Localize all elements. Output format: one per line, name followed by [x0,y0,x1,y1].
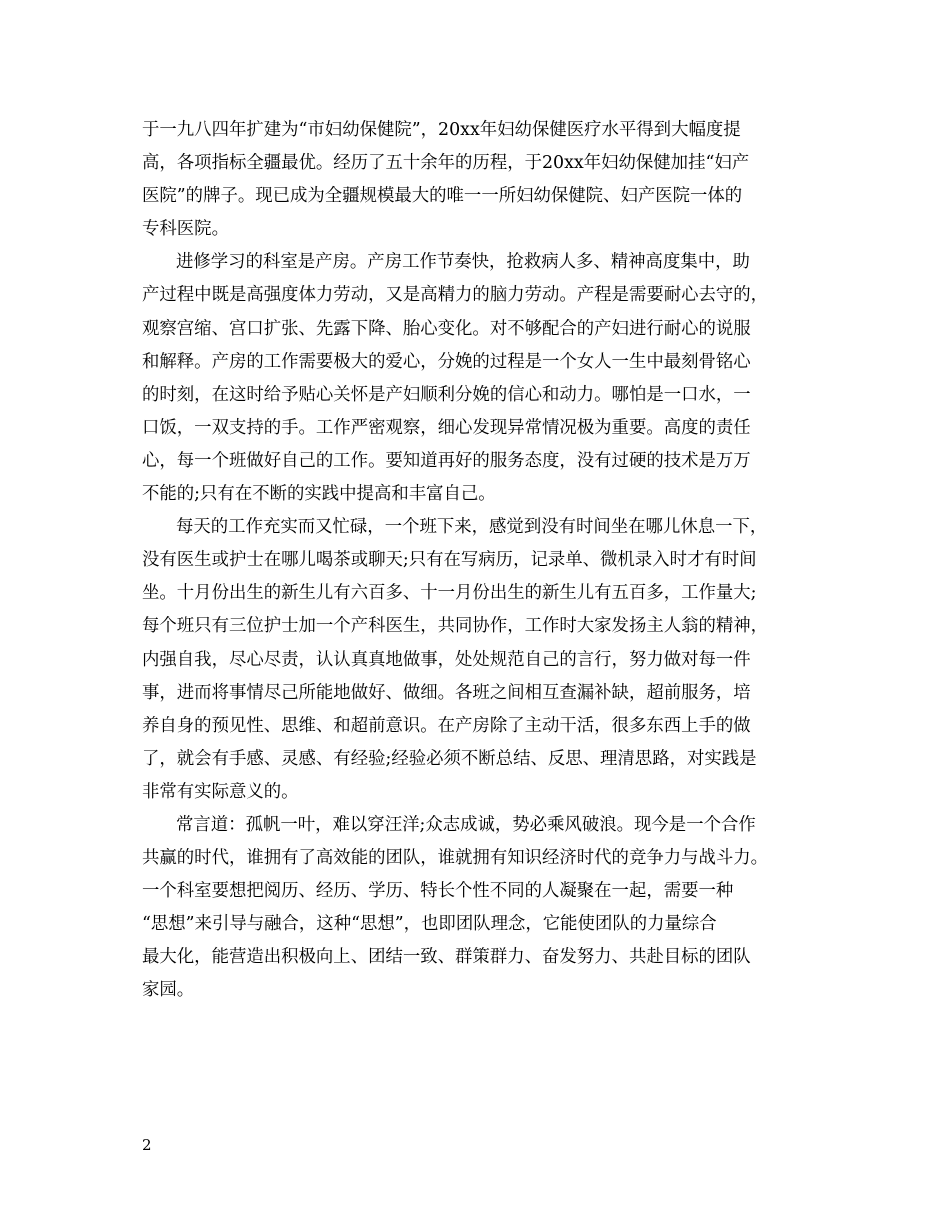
paragraph-2-line-1: 进修学习的科室是产房。产房工作节奏快，抢救病人多、精神高度集中，助 [176,252,750,273]
paragraph-2-line-7: 心，每一个班做好自己的工作。要知道再好的服务态度，没有过硬的技术是万万 [142,450,751,471]
paragraph-2-line-6: 口饭，一双支持的手。工作严密观察，细心发现异常情况极为重要。高度的责任 [142,417,751,438]
paragraph-4-line-4: “思想”来引导与融合，这种“思想”，也即团队理念，它能使团队的力量综合 [142,914,717,935]
paragraph-1-line-4: 专科医院。 [142,219,229,240]
paragraph-3-line-5: 内强自我，尽心尽责，认认真真地做事，处处规范自己的言行，努力做对每一件 [142,649,751,670]
paragraph-4-line-5: 最大化，能营造出积极向上、团结一致、群策群力、奋发努力、共赴目标的团队 [142,947,751,968]
paragraph-3-line-6: 事，进而将事情尽己所能地做好、做细。各班之间相互查漏补缺，超前服务，培 [142,682,751,703]
paragraph-2-line-2: 产过程中既是高强度体力劳动，又是高精力的脑力劳动。产程是需要耐心去守的， [142,285,769,306]
paragraph-2-line-4: 和解释。产房的工作需要极大的爱心，分娩的过程是一个女人一生中最刻骨铭心 [142,351,751,372]
paragraph-1-line-1: 于一九八四年扩建为“市妇幼保健院”，20xx年妇幼保健医疗水平得到大幅度提 [142,120,741,140]
paragraph-3-line-1: 每天的工作充实而又忙碌，一个班下来，感觉到没有时间坐在哪儿休息一下， [176,517,768,538]
paragraph-2-line-8: 不能的;只有在不断的实践中提高和丰富自己。 [142,484,496,505]
paragraph-2-line-5: 的时刻，在这时给予贴心关怀是产妇顺利分娩的信心和动力。哪怕是一口水，一 [142,384,751,405]
paragraph-4-line-2: 共赢的时代，谁拥有了高效能的团队，谁就拥有知识经济时代的竞争力与战斗力。 [142,848,769,869]
paragraph-4-line-1: 常言道：孤帆一叶，难以穿汪洋;众志成诚，势必乘风破浪。现今是一个合作 [176,814,756,835]
paragraph-1-line-2: 高，各项指标全疆最优。经历了五十余年的历程，于20xx年妇幼保健加挂“妇产 [142,153,750,174]
paragraph-3-line-7: 养自身的预见性、思维、和超前意识。在产房除了主动干活，很多东西上手的做 [142,715,751,736]
paragraph-2-line-3: 观察宫缩、宫口扩张、先露下降、胎心变化。对不够配合的产妇进行耐心的说服 [142,318,751,339]
paragraph-4-line-3: 一个科室要想把阅历、经历、学历、特长个性不同的人凝聚在一起，需要一种 [142,881,734,902]
paragraph-4-line-6: 家园。 [142,980,195,1001]
paragraph-3-line-3: 坐。十月份出生的新生儿有六百多、十一月份出生的新生儿有五百多，工作量大; [142,583,757,604]
paragraph-3-line-2: 没有医生或护士在哪儿喝茶或聊天;只有在写病历，记录单、微机录入时才有时间 [142,550,757,571]
body-text [142,114,810,1008]
paragraph-1-line-3: 医院”的牌子。现已成为全疆规模最大的唯一一所妇幼保健院、妇产医院一体的 [142,186,743,207]
page-number: 2 [142,1136,152,1154]
paragraph-3-line-8: 了，就会有手感、灵感、有经验;经验必须不断总结、反思、理清思路，对实践是 [142,748,757,769]
paragraph-3-line-9: 非常有实际意义的。 [142,781,299,802]
paragraph-3-line-4: 每个班只有三位护士加一个产科医生，共同协作，工作时大家发扬主人翁的精神， [142,616,769,637]
